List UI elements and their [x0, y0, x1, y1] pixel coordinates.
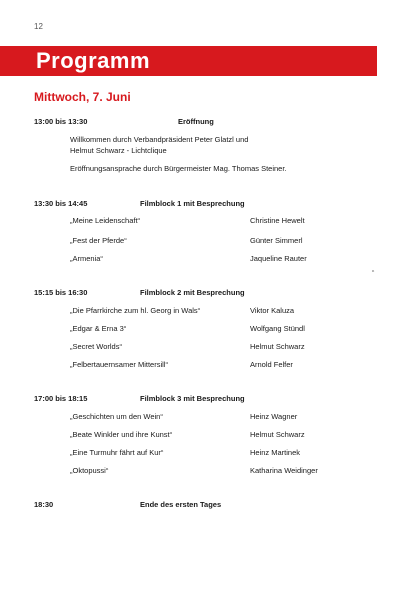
opening-note-line: Helmut Schwarz - Lichtclique [70, 146, 167, 155]
opening-note-line: Willkommen durch Verbandpräsident Peter Glatzl und [70, 135, 249, 144]
film-person: Viktor Kaluza [250, 306, 295, 315]
opening-note-line: Eröffnungsansprache durch Bürgermeister Mag. Thomas Steiner. [70, 164, 287, 173]
film-person: Helmut Schwarz [250, 430, 305, 439]
film-person: Arnold Felfer [250, 360, 293, 369]
block-title: Filmblock 2 mit Besprechung [140, 288, 245, 297]
opening-title: Eröffnung [178, 117, 214, 126]
film-title: „Felbertauernsamer Mittersill“ [70, 360, 168, 369]
title-banner [0, 46, 377, 76]
block-time: 15:15 bis 16:30 [34, 288, 88, 297]
day-heading: Mittwoch, 7. Juni [34, 90, 131, 104]
film-person: Günter Simmerl [250, 236, 303, 245]
block-time: 13:30 bis 14:45 [34, 199, 88, 208]
page-number: 12 [34, 22, 43, 31]
film-person: Katharina Weidinger [250, 466, 318, 475]
block-title: Filmblock 3 mit Besprechung [140, 394, 245, 403]
film-person: Helmut Schwarz [250, 342, 305, 351]
film-person: Jaqueline Rauter [250, 254, 307, 263]
film-person: Wolfgang Stündl [250, 324, 305, 333]
film-person: Christine Hewelt [250, 216, 305, 225]
film-title: „Die Pfarrkirche zum hl. Georg in Wals“ [70, 306, 201, 315]
film-title: „Beate Winkler und ihre Kunst“ [70, 430, 173, 439]
film-title: „Eine Turmuhr fährt auf Kur“ [70, 448, 164, 457]
film-title: „Edgar & Erna 3“ [70, 324, 127, 333]
closing-time: 18:30 [34, 500, 54, 509]
film-title: „Meine Leidenschaft“ [70, 216, 141, 225]
film-title: „Secret Worlds“ [70, 342, 122, 351]
film-person: Heinz Martinek [250, 448, 301, 457]
block-title: Filmblock 1 mit Besprechung [140, 199, 245, 208]
stray-quote-mark: “ [372, 270, 375, 277]
film-title: „Armenia“ [70, 254, 103, 263]
opening-time: 13:00 bis 13:30 [34, 117, 88, 126]
film-title: „Fest der Pferde“ [70, 236, 127, 245]
film-title: „Geschichten um den Wein“ [70, 412, 163, 421]
film-person: Heinz Wagner [250, 412, 298, 421]
block-time: 17:00 bis 18:15 [34, 394, 88, 403]
film-title: „Oktopussi“ [70, 466, 109, 475]
closing-title: Ende des ersten Tages [140, 500, 222, 509]
page-title: Programm [36, 48, 151, 73]
